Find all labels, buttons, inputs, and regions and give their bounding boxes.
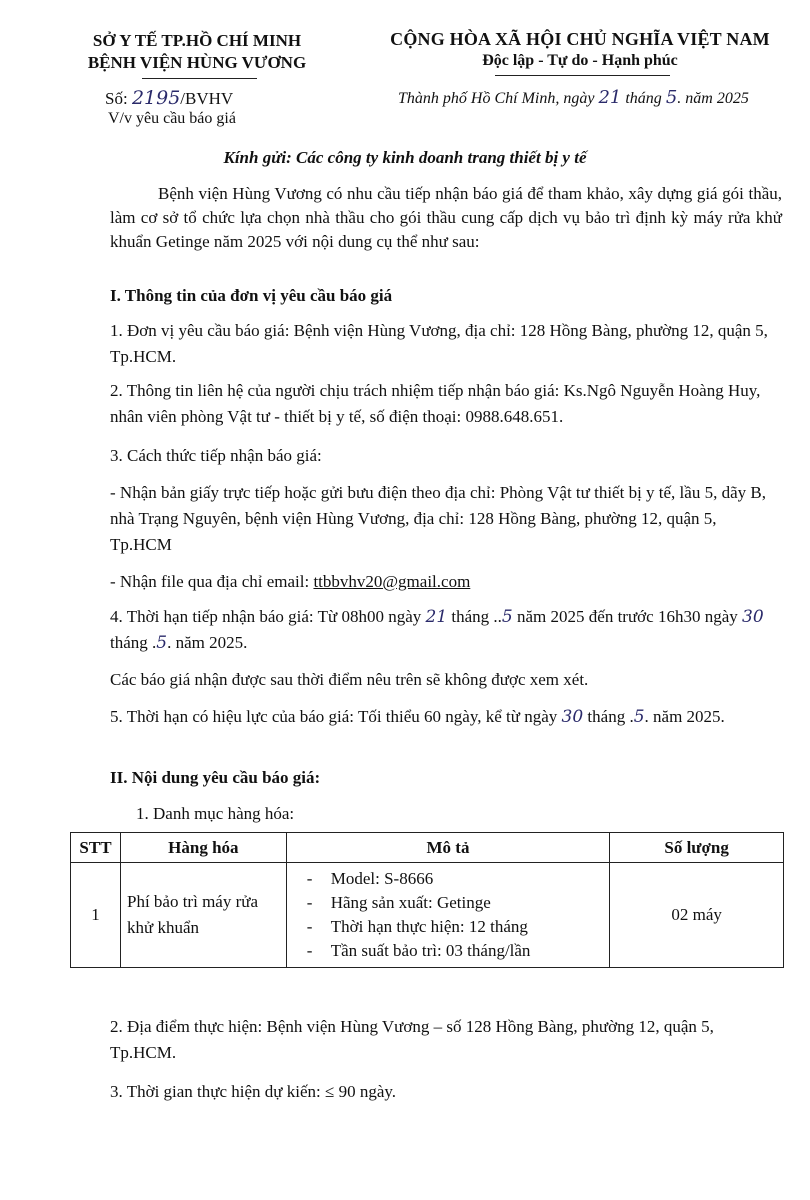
section-1-item-3: 3. Cách thức tiếp nhận báo giá: xyxy=(110,446,322,465)
section-1-item-2: 2. Thông tin liên hệ của người chịu trách nhiệm tiếp nhận báo giá: Ks.Ngô Nguyễn Hoàng Huy, nhân viên phòng Vật tư - thiết bị y tế, số điện thoại: 0988.648.651. xyxy=(110,381,761,426)
authority-line-1: SỞ Y TẾ TP.HỒ CHÍ MINH xyxy=(92,31,302,50)
table-row xyxy=(71,863,784,968)
late-submission-note: Các báo giá nhận được sau thời điểm nêu trên sẽ không được xem xét. xyxy=(110,670,589,689)
validity-text-1: 5. Thời hạn có hiệu lực của báo giá: Tối thiểu 60 ngày, kể từ ngày xyxy=(110,707,558,726)
desc-item: - Tần suất bảo trì: 03 tháng/lần xyxy=(307,939,604,963)
desc-item: - Thời hạn thực hiện: 12 tháng xyxy=(307,915,604,939)
validity-month: 5 xyxy=(633,707,645,727)
section-1-item-3b xyxy=(110,570,470,594)
date-day: 21 xyxy=(598,87,622,108)
cell-quantity: 02 máy xyxy=(610,863,784,968)
desc-item: - Model: S-8666 xyxy=(307,867,604,891)
document-number-suffix: /BVHV xyxy=(180,89,234,108)
national-motto xyxy=(370,28,790,72)
national-motto-text: Độc lập - Tự do - Hạnh phúc xyxy=(482,52,678,69)
section-1-item-5 xyxy=(110,704,782,730)
deadline-text-2: tháng .. xyxy=(451,607,502,626)
validity-text-3: . năm 2025. xyxy=(644,707,725,726)
document-date: Thành phố Hồ Chí Minh, ngày 21 tháng 5. năm 2025 xyxy=(398,87,749,108)
desc-item: - Hãng sản xuất: Getinge xyxy=(307,891,604,915)
header-stt: STT xyxy=(71,833,121,863)
date-prefix: Thành phố Hồ Chí Minh, ngày xyxy=(398,90,595,107)
section-1-title: I. Thông tin của đơn vị yêu cầu báo giá xyxy=(110,286,393,305)
deadline-start-day: 21 xyxy=(425,607,448,627)
goods-table xyxy=(70,832,784,968)
header-description: Mô tả xyxy=(286,833,610,863)
section-2-sub-1: 1. Danh mục hàng hóa: xyxy=(136,804,295,823)
deadline-end-month: 5 xyxy=(156,633,168,653)
document-number-handwritten: 2195 xyxy=(131,87,181,109)
header-goods: Hàng hóa xyxy=(120,833,286,863)
deadline-end-day: 30 xyxy=(742,607,764,627)
authority-underline xyxy=(142,78,257,79)
section-2-item-2: 2. Địa điểm thực hiện: Bệnh viện Hùng Vương – số 128 Hồng Bàng, phường 12, quận 5, Tp.HCM. xyxy=(110,1017,714,1062)
deadline-text-5: . năm 2025. xyxy=(167,633,248,652)
document-subject: V/v yêu cầu báo giá xyxy=(108,110,236,127)
document-number-prefix: Số: xyxy=(105,89,128,108)
greeting: Kính gửi: Các công ty kinh doanh trang thiết bị y tế xyxy=(223,148,587,167)
motto-underline xyxy=(495,75,670,76)
section-1-item-1: 1. Đơn vị yêu cầu báo giá: Bệnh viện Hùng Vương, địa chỉ: 128 Hồng Bàng, phường 12, quận 5, Tp.HCM. xyxy=(110,321,768,366)
date-month: 5 xyxy=(665,87,678,108)
deadline-text-1: 4. Thời hạn tiếp nhận báo giá: Từ 08h00 ngày xyxy=(110,607,422,626)
cell-stt: 1 xyxy=(71,863,121,968)
section-2-item-3: 3. Thời gian thực hiện dự kiến: ≤ 90 ngày. xyxy=(110,1082,397,1101)
date-month-label: tháng xyxy=(625,90,662,107)
deadline-start-month: 5 xyxy=(501,607,513,627)
email-address: ttbbvhv20@gmail.com xyxy=(313,572,471,591)
deadline-text-4: tháng . xyxy=(110,633,157,652)
validity-day: 30 xyxy=(561,707,584,727)
header-quantity: Số lượng xyxy=(610,833,784,863)
authority-line-2: BỆNH VIỆN HÙNG VƯƠNG xyxy=(87,53,307,72)
deadline-text-3: năm 2025 đến trước 16h30 ngày xyxy=(517,607,738,626)
email-label: - Nhận file qua địa chỉ email: xyxy=(110,572,310,591)
issuing-authority xyxy=(62,30,332,74)
date-year: năm 2025 xyxy=(685,90,749,107)
table-header-row xyxy=(71,833,784,863)
intro-paragraph: Bệnh viện Hùng Vương có nhu cầu tiếp nhận báo giá để tham khảo, xây dựng giá gói thầu, làm cơ sở tổ chức lựa chọn nhà thầu cho gói thầu cung cấp dịch vụ bảo trì định kỳ máy rửa khử khuẩn Getinge năm 2025 với nội dung cụ thể như sau: xyxy=(110,184,782,251)
section-1-item-4 xyxy=(110,604,782,656)
national-title: CỘNG HÒA XÃ HỘI CHỦ NGHĨA VIỆT NAM xyxy=(390,29,770,49)
cell-description xyxy=(286,863,610,968)
cell-goods: Phí bảo trì máy rửa khử khuẩn xyxy=(120,863,286,968)
validity-text-2: tháng . xyxy=(587,707,634,726)
section-1-item-3a: - Nhận bản giấy trực tiếp hoặc gửi bưu điện theo địa chỉ: Phòng Vật tư thiết bị y tế, lầu 5, dãy B, nhà Trạng Nguyên, bệnh viện Hùng Vương, địa chỉ: 128 Hồng Bàng, phường 12, quận 5, Tp.HCM xyxy=(110,483,766,554)
section-2-title: II. Nội dung yêu cầu báo giá: xyxy=(110,768,321,787)
